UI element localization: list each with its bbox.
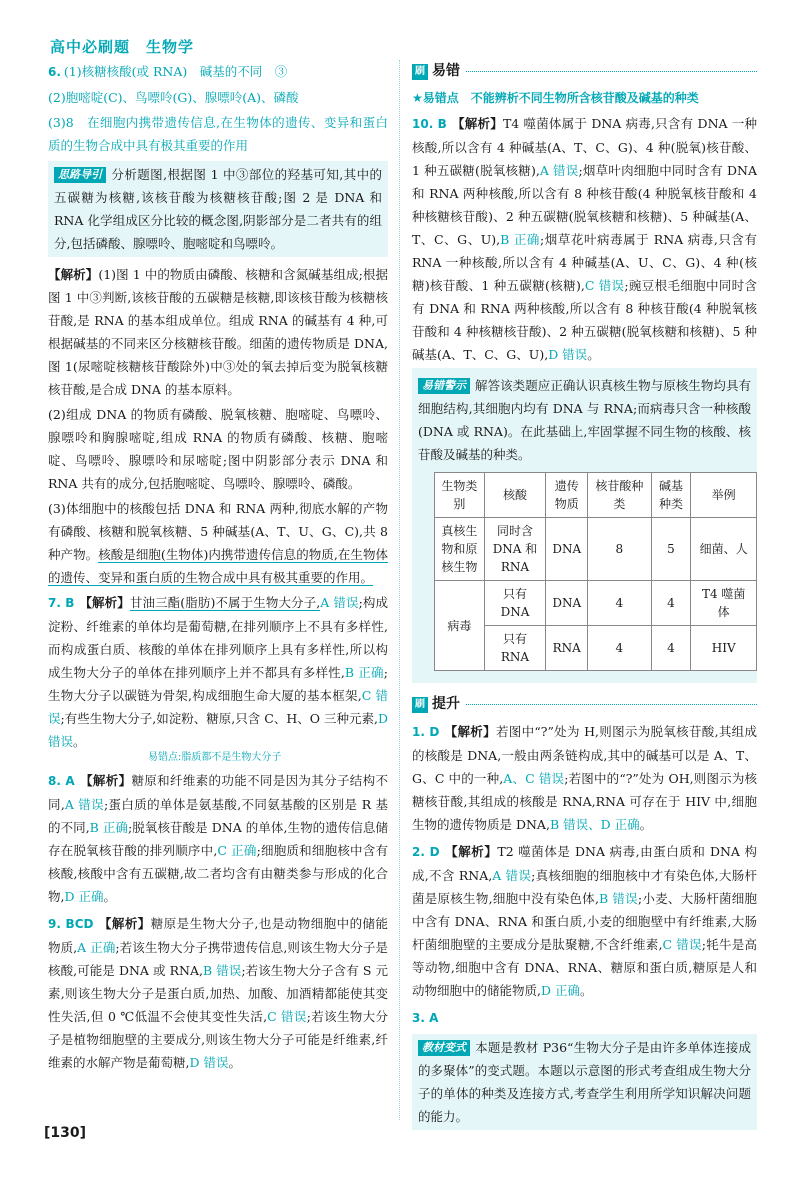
q6-line2: (2)胞嘧啶(C)、鸟嘌呤(G)、腺嘌呤(A)、磷酸 — [48, 90, 299, 105]
table-row: 只有 RNA RNA 4 4 HIV — [435, 626, 757, 671]
page-header: 高中必刷题 生物学 — [50, 38, 195, 56]
textbook-variant-box: 教材变式 本题是教材 P36“生物大分子是由许多单体连接成的多聚体”的变式题。本题以示意图的形式考查组成生物大分子的单体的种类及连接方式,考查学生利用所学知识解决问题的能力。 — [412, 1034, 757, 1130]
improve-question-2: 2. D 【解析】T2 噬菌体是 DNA 病毒,由蛋白质和 DNA 构成,不含 RNA,A 错误;真核细胞的细胞核中才有染色体,大肠杆菌是原核生物,细胞中没有染色体,B 错误;小麦、大肠杆菌细胞中含有 DNA、RNA 和蛋白质,小麦的细胞壁中有纤维素,大肠杆菌细胞壁的主要成分是肽聚糖,不含纤维素,C 错误;牦牛是高等动物,细胞中含有 DNA、RNA、糖原和蛋白质,糖原是人和动物细胞中的储能物质,D 正确。 — [412, 844, 758, 998]
section-error-prone — [412, 60, 757, 83]
warning-text: 解答该类题应正确认识真核生物与原核生物均具有细胞结构,其细胞内均有 DNA 与 RNA;而病毒只含一种核酸(DNA 或 RNA)。在此基础上,牢固掌握不同生物的核酸、核苷酸及碱基的种类。 — [418, 378, 751, 462]
question-7: 7. B 【解析】甘油三酯(脂肪)不属于生物大分子,A 错误;构成淀粉、纤维素的单体均是葡萄糖,在排列顺序上不具有多样性,而构成蛋白质、核酸的单体在排列顺序上具有多样性,所以构成生物大分子的单体在排列顺序上并不都具有多样性,B 正确;生物大分子以碳链为骨架,构成细胞生命大厦的基本框架,C 错误;有些生物大分子,如淀粉、糖原,只含 C、H、O 三种元素,D 错误。 易错点:脂质都不是生物大分子 — [48, 595, 388, 763]
guide-badge: 思路导引 — [54, 167, 106, 183]
table-row: 病毒 只有 DNA DNA 4 4 T4 噬菌体 — [435, 581, 757, 626]
q6-guide-box — [48, 161, 388, 257]
left-column — [48, 60, 388, 1076]
question-10: 10. B 【解析】T4 噬菌体属于 DNA 病毒,只含有 DNA 一种核酸,所以含有 4 种碱基(A、T、C、G)、4 种(脱氧)核苷酸、1 种五碳糖(脱氧核糖),A 错误;烟草叶肉细胞中同时含有 DNA 和 RNA 两种核酸,所以含有 8 种核苷酸(4 种脱氧核苷酸和 4 种核糖核苷酸)、2 种五碳糖(脱氧核糖和核糖)、5 种碱基(A、T、C、G、U),B 正确;烟草花叶病毒属于 RNA 病毒,只含有 RNA 一种核酸,所以含有 4 种碱基(A、U、C、G)、4 种(核糖)核苷酸、1 种五碳糖(核糖),C 错误;豌豆根毛细胞中同时含有 DNA 和 RNA 两种核酸,所以含有 8 种核苷酸(4 种脱氧核苷酸和 4 种核糖核苷酸)、2 种五碳糖(脱氧核糖和核糖)、5 种碱基(A、T、C、G、U),D 错误。 易错警示 解答该类题应正确认识真核生物与原核生物均具有细胞结构,其细胞内均有 DNA 与 RNA;而病毒只含一种核酸(DNA 或 RNA)。在此基础上,牢固掌握不同生物的核酸、核苷酸及碱基的种类。 生物类别 核酸 遗传物质 核苷酸种类 碱基种类 举例 真核生物和原核生物 同时含 DNA 和 RNA DNA 8 5 细菌、人 病毒 只有 DNA DNA 4 4 T4 噬菌体 只有 RNA RNA 4 4 HIV — [412, 112, 757, 683]
q6-analysis-3: (3)体细胞中的核酸包括 DNA 和 RNA 两种,彻底水解的产物有磷酸、核糖和脱氧核糖、5 种碱基(A、T、U、G、C),共 8 种产物。核酸是细胞(生物体)内携带遗传信息的物质,在生物体的遗传、变异和蛋白质的生物合成中具有极其重要的作用。 — [48, 501, 388, 585]
table-header-row: 生物类别 核酸 遗传物质 核苷酸种类 碱基种类 举例 — [435, 473, 757, 518]
question-8: 8. A 【解析】糖原和纤维素的功能不同是因为其分子结构不同,A 错误;蛋白质的单体是氨基酸,不同氨基酸的区别是 R 基的不同,B 正确;脱氧核苷酸是 DNA 的单体,生物的遗传信息储存在脱氧核苷酸的排列顺序中,C 正确;细胞质和细胞核中含有核酸,核酸中含有五碳糖,故二者均含有由糖类参与形成的化合物,D 正确。 — [48, 773, 388, 904]
error-point: ★易错点 不能辨析不同生物所含核苷酸及碱基的种类 — [412, 91, 699, 105]
column-divider — [399, 60, 400, 1120]
section-title: 易错 — [432, 63, 460, 79]
section-improve — [412, 693, 757, 716]
guide-text: 分析题图,根据图 1 中③部位的羟基可知,其中的五碳糖为核糖,该核苷酸为核糖核苷酸;图 2 是 DNA 和 RNA 化学组成区分比较的概念图,阴影部分是二者共有的组分,包括磷酸、腺嘌呤、胞嘧啶和鸟嘌呤。 — [54, 167, 382, 251]
q6-analysis-1: 【解析】(1)图 1 中的物质由磷酸、核糖和含氮碱基组成;根据图 1 中③判断,该核苷酸的五碳糖是核糖,即该核苷酸为核糖核苷酸,是 RNA 的基本组成单位。组成 RNA 的碱基有 4 种,可根据碱基的不同来区分核糖核苷酸。细菌的遗传物质是 DNA,图 1(尿嘧啶核糖核苷酸除外)中③处的氧去掉后变为脱氧核糖核苷酸,是合成 DNA 的基本原料。 — [48, 267, 388, 397]
table-row: 真核生物和原核生物 同时含 DNA 和 RNA DNA 8 5 细菌、人 — [435, 518, 757, 581]
q6-line1: 6. (1)核糖核酸(或 RNA) 碱基的不同 ③ — [48, 64, 288, 79]
nucleic-acid-table — [434, 472, 757, 671]
improve-question-3: 3. A 教材变式 本题是教材 P36“生物大分子是由许多单体连接成的多聚体”的变式题。本题以示意图的形式考查组成生物大分子的单体的种类及连接方式,考查学生利用所学知识解决问题的能力。 — [412, 1006, 757, 1130]
brush-icon: 刷 — [412, 64, 428, 80]
q6-line3: (3)8 在细胞内携带遗传信息,在生物体的遗传、变异和蛋白质的生物合成中具有极其重要的作用 — [48, 115, 388, 153]
question-9: 9. BCD 【解析】糖原是生物大分子,也是动物细胞中的储能物质,A 正确;若该生物大分子携带遗传信息,则该生物大分子是核酸,可能是 DNA 或 RNA,B 错误;若该生物大分子含有 S 元素,则该生物大分子是蛋白质,加热、加酸、加酒精都能使其变性失活,但 0 ℃低温不会使其变性失活,C 错误;若该生物大分子是植物细胞壁的主要成分,则该生物大分子可能是纤维素,纤维素的水解产物是葡萄糖,D 错误。 — [48, 916, 388, 1070]
warning-box — [412, 368, 757, 683]
right-column — [412, 60, 757, 1136]
textbook-badge: 教材变式 — [418, 1040, 470, 1056]
question-6 — [48, 60, 388, 589]
q7-error-note: 易错点:脂质都不是生物大分子 — [148, 752, 282, 763]
q6-analysis-2: (2)组成 DNA 的物质有磷酸、脱氧核糖、胞嘧啶、鸟嘌呤、腺嘌呤和胸腺嘧啶,组成 RNA 的物质有磷酸、核糖、胞嘧啶、鸟嘌呤、腺嘌呤和尿嘧啶;图中阴影部分表示 DNA 和 RNA 共有的成分,包括胞嘧啶、鸟嘌呤、腺嘌呤、磷酸。 — [48, 407, 388, 491]
warning-badge: 易错警示 — [418, 378, 470, 394]
page-number: [130] — [44, 1125, 87, 1141]
brush-icon: 刷 — [412, 697, 428, 713]
improve-question-1: 1. D 【解析】若图中“?”处为 H,则图示为脱氧核苷酸,其组成的核酸是 DNA,一般由两条链构成,其中的碱基可以是 A、T、G、C 中的一种,A、C 错误;若图中的“?”处为 OH,则图示为核糖核苷酸,其组成的核酸是 RNA,RNA 可存在于 HIV 中,细胞生物的遗传物质是 DNA,B 错误、D 正确。 — [412, 724, 757, 832]
section-title: 提升 — [432, 696, 460, 712]
